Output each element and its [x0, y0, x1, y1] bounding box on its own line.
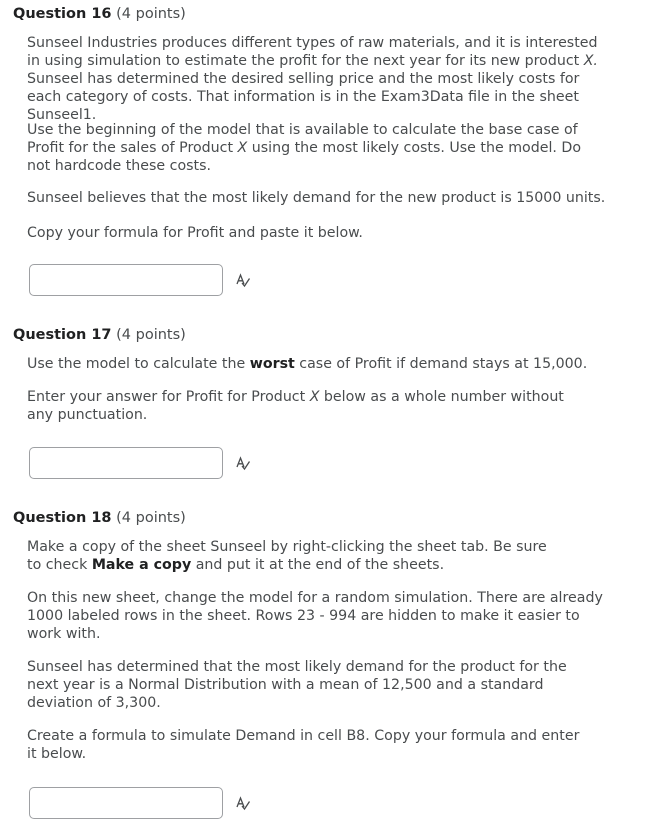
- spell-check-icon[interactable]: [235, 272, 251, 288]
- question-header: [13, 327, 186, 343]
- text-run-bold: Make a copy: [91, 557, 192, 573]
- question-points: (4 points): [116, 327, 186, 343]
- text-run-bold: worst: [249, 356, 295, 372]
- question-header: [13, 510, 186, 526]
- question-paragraph: [27, 658, 587, 712]
- text-run: Create a formula to simulate Demand in cell B8. Copy your formula and enter it below.: [27, 728, 580, 762]
- spell-check-icon[interactable]: [235, 455, 251, 471]
- question-paragraph: [27, 34, 602, 124]
- answer-input[interactable]: [29, 447, 223, 479]
- text-run: On this new sheet, change the model for a random simulation. There are already 1000 labeled rows in the sheet. Rows 23 - 994 are hidden to make it easier to work with.: [27, 590, 603, 642]
- text-run: Sunseel has determined the desired selling price and the most likely costs for each category of costs. That information is in the Exam3Data file in the sheet Sunseel1.: [27, 71, 580, 123]
- text-run-italic: X.: [583, 53, 598, 69]
- question-paragraph: [27, 727, 587, 763]
- text-run: Make a copy of the sheet Sunseel by right-clicking the sheet tab. Be sure to check: [27, 539, 547, 573]
- question-title: Question 16: [13, 6, 112, 22]
- question-points: (4 points): [116, 6, 186, 22]
- answer-input[interactable]: [29, 787, 223, 819]
- question-paragraph: [27, 121, 602, 175]
- text-run-italic: X: [237, 140, 248, 156]
- question-paragraph: [27, 388, 587, 424]
- text-run: Copy your formula for Profit and paste it below.: [27, 225, 363, 241]
- text-run: Sunseel believes that the most likely demand for the new product is 15000 units.: [27, 190, 606, 206]
- question-paragraph: [27, 224, 607, 242]
- question-title: Question 17: [13, 327, 112, 343]
- question-paragraph: [27, 189, 607, 207]
- question-paragraph: [27, 589, 612, 643]
- question-paragraph: [27, 538, 552, 574]
- text-run-italic: X: [309, 389, 320, 405]
- text-run: case of Profit if demand stays at 15,000.: [294, 356, 588, 372]
- text-run: using the most likely costs. Use the model. Do not hardcode these costs.: [27, 140, 582, 174]
- text-run: and put it at the end of the sheets.: [191, 557, 445, 573]
- answer-input[interactable]: [29, 264, 223, 296]
- text-run: Use the beginning of the model that is available to calculate the base case of Profit for the sales of Product: [27, 122, 578, 156]
- text-run: Sunseel has determined that the most likely demand for the product for the next year is a Normal Distribution with a mean of 12,500 and a standard deviation of 3,300.: [27, 659, 567, 711]
- text-run: Enter your answer for Profit for Product: [27, 389, 310, 405]
- text-run: below as a whole number without any punctuation.: [27, 389, 564, 423]
- spell-check-icon[interactable]: [235, 795, 251, 811]
- text-run: Use the model to calculate the: [27, 356, 250, 372]
- question-points: (4 points): [116, 510, 186, 526]
- text-run: Sunseel Industries produces different types of raw materials, and it is interested in using simulation to estimate the profit for the next year for its new product: [27, 35, 598, 69]
- question-paragraph: [27, 355, 607, 373]
- question-header: [13, 6, 186, 22]
- question-title: Question 18: [13, 510, 112, 526]
